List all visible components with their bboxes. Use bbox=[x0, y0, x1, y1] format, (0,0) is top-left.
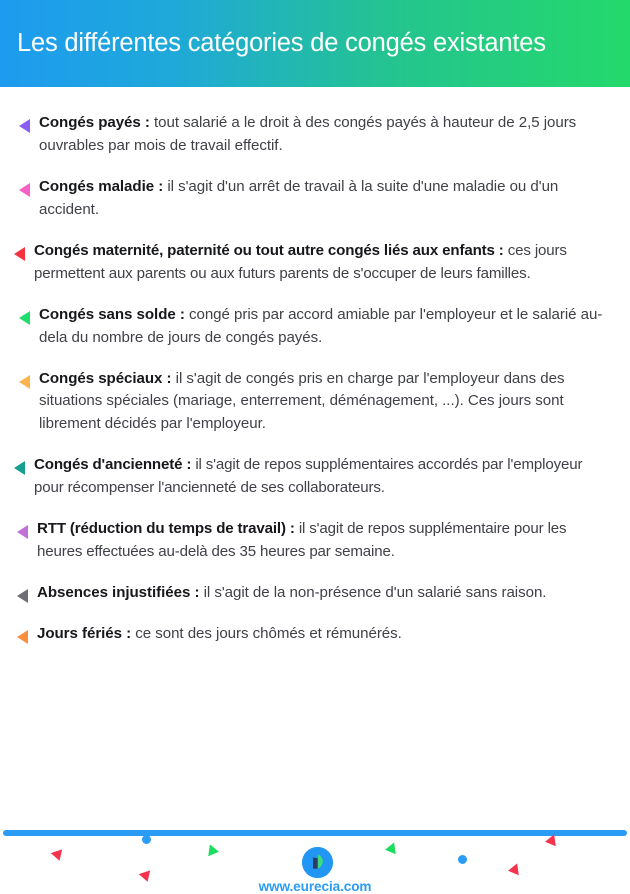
bullet-triangle-orange bbox=[17, 630, 28, 644]
list-item-body: ce sont des jours chômés et rémunérés. bbox=[131, 625, 402, 642]
list-item-label: Congés sans solde : bbox=[39, 305, 185, 323]
list-item-body: congé pris par accord amiable par l'employeur et le salarié au-dela du nombre de jours de congés payés. bbox=[39, 305, 603, 346]
list-item-text bbox=[37, 518, 614, 564]
footer-divider bbox=[3, 830, 627, 836]
deco-dot-blue-2 bbox=[458, 855, 467, 864]
list-item bbox=[0, 582, 630, 605]
deco-triangle-green-1 bbox=[208, 844, 220, 857]
list-item bbox=[0, 240, 630, 286]
list-item-text bbox=[37, 582, 614, 605]
eurecia-logo-icon bbox=[302, 847, 333, 878]
list-item-label: RTT (réduction du temps de travail) : bbox=[37, 520, 295, 538]
list-item-body: ces jours permettent aux parents ou aux futurs parents de s'occuper de leurs familles. bbox=[34, 241, 567, 282]
list-item-text bbox=[39, 368, 614, 437]
list-item-body: il s'agit de congés pris en charge par l'employeur dans des situations spéciales (mariage, enterrement, déménagement, ...). Ces jours sont librement décidés par l'employeur. bbox=[39, 369, 565, 433]
list-item bbox=[0, 623, 630, 646]
bullet-triangle-orchid bbox=[17, 525, 28, 539]
list-item-body: il s'agit de repos supplémentaires accordés par l'employeur pour récompenser l'ancienneté de ses collaborateurs. bbox=[34, 456, 583, 497]
list-item-label: Congés maladie : bbox=[39, 177, 164, 195]
list-item-label: Jours fériés : bbox=[37, 625, 132, 642]
header-banner bbox=[0, 0, 630, 87]
list-item bbox=[0, 304, 630, 350]
list-item-label: Congés maternité, paternité ou tout autre congés liés aux enfants : bbox=[34, 241, 504, 259]
deco-dot-blue-1 bbox=[142, 835, 151, 844]
list-item-text bbox=[39, 304, 614, 350]
bullet-triangle-red bbox=[14, 247, 25, 261]
list-item-text bbox=[39, 112, 614, 158]
deco-triangle-green-2 bbox=[384, 842, 396, 855]
list-item bbox=[0, 518, 630, 564]
deco-triangle-red-1 bbox=[51, 849, 66, 862]
list-item bbox=[0, 454, 630, 500]
bullet-triangle-gray bbox=[17, 589, 28, 603]
list-item bbox=[0, 112, 630, 158]
list-item-label: Congés payés : bbox=[39, 114, 150, 131]
list-item-label: Congés spéciaux : bbox=[39, 369, 172, 387]
category-list bbox=[0, 112, 630, 664]
list-item-label: Congés d'ancienneté : bbox=[34, 456, 192, 474]
bullet-triangle-amber bbox=[19, 375, 30, 389]
list-item-body: il s'agit d'un arrêt de travail à la suite d'une maladie ou d'un accident. bbox=[39, 177, 559, 218]
bullet-triangle-purple bbox=[19, 119, 30, 133]
list-item-label: Absences injustifiées : bbox=[37, 584, 200, 602]
list-item-text bbox=[34, 454, 614, 500]
list-item-text bbox=[39, 176, 614, 222]
list-item-body: tout salarié a le droit à des congés payés à hauteur de 2,5 jours ouvrables par mois de travail effectif. bbox=[39, 114, 577, 154]
bullet-triangle-teal bbox=[14, 461, 25, 475]
list-item bbox=[0, 176, 630, 222]
bullet-triangle-green bbox=[19, 311, 30, 325]
list-item-text bbox=[34, 240, 614, 286]
deco-triangle-red-3 bbox=[507, 863, 519, 876]
bullet-triangle-pink bbox=[19, 183, 30, 197]
list-item-body: il s'agit de la non-présence d'un salarié sans raison. bbox=[199, 584, 547, 602]
deco-triangle-red-4 bbox=[544, 834, 556, 847]
website-link[interactable]: www.eurecia.com bbox=[258, 879, 372, 894]
footer bbox=[0, 825, 630, 894]
list-item-text bbox=[37, 623, 614, 646]
list-item bbox=[0, 368, 630, 437]
page-title: Les différentes catégories de congés existantes bbox=[17, 29, 546, 57]
list-item-body: il s'agit de repos supplémentaire pour les heures effectuées au-delà des 35 heures par semaine. bbox=[37, 520, 567, 561]
